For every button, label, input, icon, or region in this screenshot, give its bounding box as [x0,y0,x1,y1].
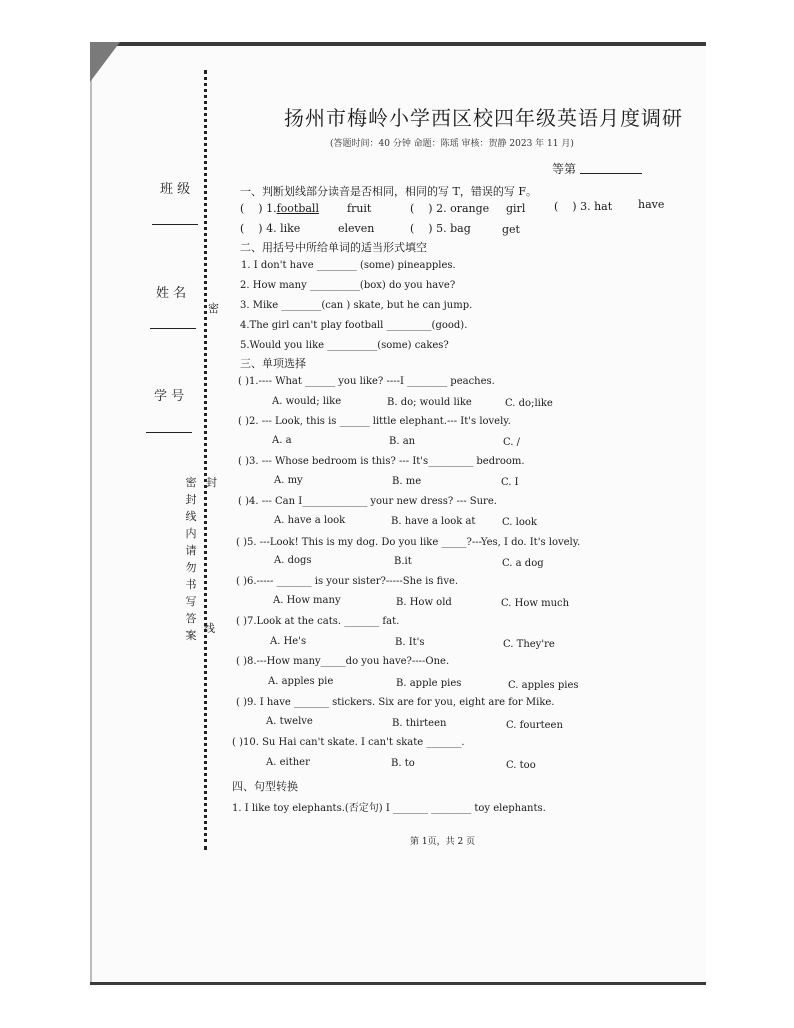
s3-q5-stem: ( )5. ---Look! This is my dog. Do you like _____?---Yes, I do. It's lovely. [236,537,581,548]
s1-item2: ( ) 2. orange [410,202,490,215]
seal-notice [184,474,198,644]
s4-item1: 1. I like toy elephants.(否定句) I _______ ________ toy elephants. [232,803,546,814]
s3-q3-option-c: C. I [501,477,519,488]
s3-q10-option-a: A. either [266,757,310,768]
s3-q7-option-a: A. He's [270,636,307,647]
s3-q1-stem: ( )1.---- What ______ you like? ----I ________ peaches. [238,376,495,387]
seal-notice-char: 答 [185,612,197,625]
name-label: 姓 名 [156,286,187,301]
scan-edge-top [90,42,706,46]
s3-q3-stem: ( )3. --- Whose bedroom is this? --- It's_________ bedroom. [238,456,525,467]
seal-notice-char: 密 [185,476,197,489]
s3-q8-option-b: B. apple pies [396,678,462,689]
s3-q2-option-b: B. an [389,436,416,447]
s3-q10-option-c: C. too [506,760,536,771]
s3-q3-option-a: A. my [274,475,303,486]
s3-q10-stem: ( )10. Su Hai can't skate. I can't skate _______. [232,737,465,748]
grade-blank [580,173,642,174]
seal-char-mi: 密 [208,302,219,315]
s3-q2-stem: ( )2. --- Look, this is ______ little elephant.--- It's lovely. [238,416,511,427]
s3-q3-option-b: B. me [392,476,422,487]
s3-q9-option-c: C. fourteen [506,720,563,731]
seal-notice-char: 书 [185,578,197,591]
s1-item1-word2: fruit [347,202,372,215]
seal-notice-char: 案 [185,629,197,642]
s3-q6-option-a: A. How many [273,595,341,606]
s3-q6-stem: ( )6.----- _______ is your sister?-----She is five. [236,576,459,587]
s2-item: 1. I don't have ________ (some) pineapples. [241,260,456,271]
seal-notice-char: 请 [185,544,197,557]
s3-q9-option-b: B. thirteen [392,718,447,729]
s3-q1-option-b: B. do; would like [387,397,472,408]
section2-heading: 二、用括号中所给单词的适当形式填空 [240,241,427,254]
folded-corner [90,42,120,82]
s3-q7-option-c: C. They're [503,639,555,650]
s1-item3: ( ) 3. hat [554,200,613,213]
section1-heading: 一、判断划线部分读音是否相同，相同的写 T，错误的写 F。 [240,185,537,198]
s3-q2-option-a: A. a [272,435,292,446]
seal-char-xian: 线 [204,622,215,635]
name-blank [150,328,196,329]
s3-q8-stem: ( )8.---How many_____do you have?----One. [236,656,450,667]
binding-dotted-line [204,70,207,850]
page-title: 扬州市梅岭小学西区校四年级英语月度调研 [284,106,683,130]
s1-item1: ( ) 1.football [240,202,319,215]
s3-q5-option-a: A. dogs [274,555,312,566]
s1-item3-word2: have [638,198,665,211]
s3-q4-option-c: C. look [502,517,537,528]
seal-notice-char: 写 [185,595,197,608]
number-label: 学 号 [154,389,185,404]
s3-q2-option-c: C. / [503,437,521,448]
s3-q7-option-b: B. It's [395,637,425,648]
section3-heading: 三、单项选择 [240,357,306,370]
s2-item: 3. Mike ________(can ) skate, but he can jump. [240,300,473,311]
scan-edge-bottom [90,982,706,985]
s3-q10-option-b: B. to [391,758,415,769]
s1-item4: ( ) 4. like [240,222,301,235]
section4-heading: 四、句型转换 [232,780,298,793]
s1-item4-word2: eleven [338,222,375,235]
seal-notice-char: 线 [185,510,197,523]
s3-q1-option-c: C. do;like [505,398,553,409]
s3-q9-option-a: A. twelve [266,716,313,727]
seal-notice-char: 内 [185,527,197,540]
s3-q1-option-a: A. would; like [272,396,342,407]
s1-item5: ( ) 5. bag [410,222,471,235]
s3-q5-option-c: C. a dog [502,558,544,569]
s3-q4-option-a: A. have a look [274,515,346,526]
exam-meta: (答题时间：40 分钟 命题：陈瑶 审核：贺静 2023 年 11 月) [330,139,574,149]
s3-q7-stem: ( )7.Look at the cats. _______ fat. [236,616,400,627]
s3-q8-option-c: C. apples pies [508,680,579,691]
s2-item: 5.Would you like __________(some) cakes? [240,340,449,351]
number-blank [146,432,192,433]
s1-item2-word2: girl [506,202,526,215]
s1-item5-word2: get [502,223,520,236]
s2-item: 2. How many __________(box) do you have? [240,280,456,291]
scan-edge-left [90,42,92,982]
s3-q4-option-b: B. have a look at [391,516,476,527]
seal-notice-char: 勿 [185,561,197,574]
grade-label: 等第 [552,162,577,176]
s3-q5-option-b: B.it [394,556,412,567]
s3-q9-stem: ( )9. I have _______ stickers. Six are for you, eight are for Mike. [236,697,555,708]
class-label: 班 级 [160,182,191,197]
s3-q8-option-a: A. apples pie [268,676,334,687]
s3-q4-stem: ( )4. --- Can I_____________ your new dress? --- Sure. [238,496,497,507]
seal-notice-char: 封 [185,493,197,506]
s3-q6-option-c: C. How much [501,598,570,609]
seal-char-feng: 封 [206,476,217,489]
s2-item: 4.The girl can't play football _________(good). [240,320,468,331]
s3-q6-option-b: B. How old [396,597,452,608]
class-blank [152,224,198,225]
page-number: 第 1页，共 2 页 [410,837,476,847]
